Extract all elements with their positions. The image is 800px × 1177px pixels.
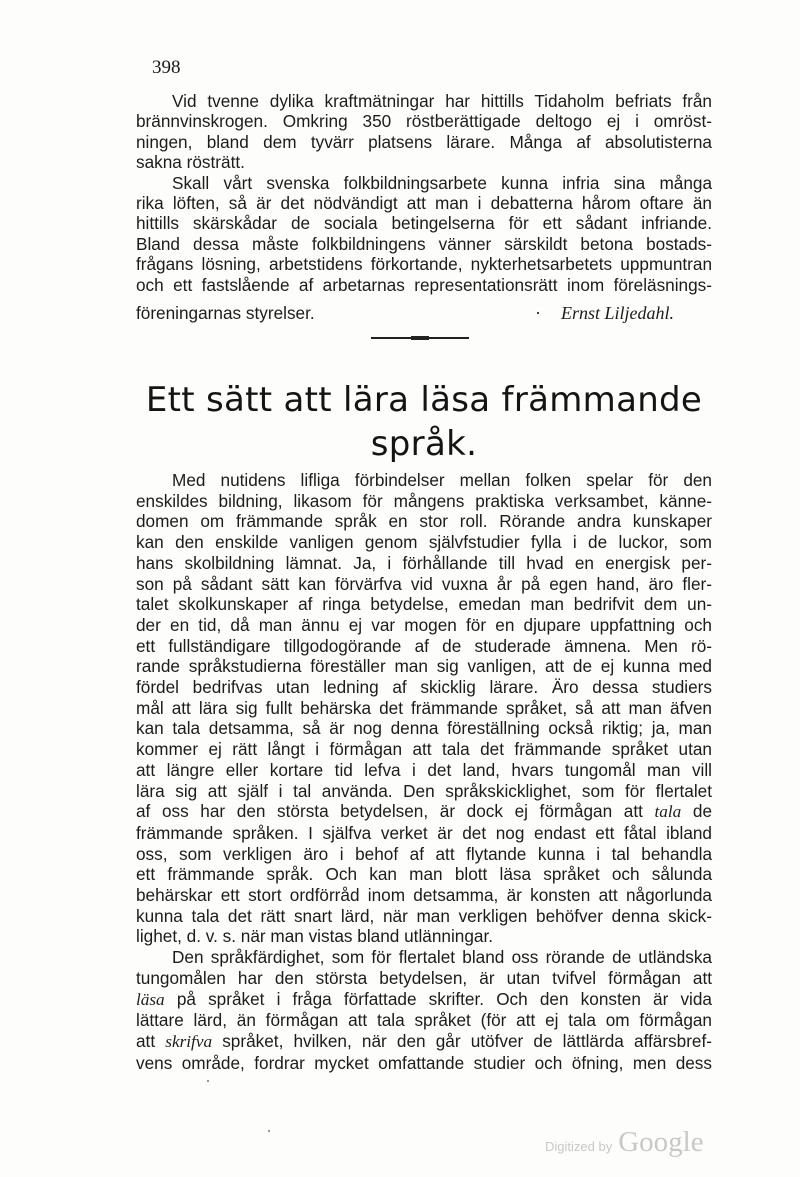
text-line: ningen, bland dem tyvärr platsens lärare. Många af absolutisterna bbox=[136, 131, 712, 152]
signoff-line bbox=[136, 295, 712, 323]
text-line: enskildes bildning, likasom för mångens praktiska verksambet, känne- bbox=[136, 490, 712, 511]
text-line: Bland dessa måste folkbildningens vänner särskildt betona bostads- bbox=[136, 233, 712, 254]
author-signature: · Ernst Liljedahl. bbox=[535, 303, 712, 323]
text-line: son på sådant sätt kan förvärfva vid vuxna år på egen hand, äro fler- bbox=[136, 573, 712, 594]
text-line: kunna tala det rätt snart lärd, när man verkligen behöfver denna skick- bbox=[136, 905, 712, 926]
text-line: lighet, d. v. s. när man vistas bland utlänningar. bbox=[136, 926, 493, 947]
title-line-2: språk. bbox=[370, 424, 478, 464]
text-line: oss, som verkligen äro i behof af att flytande kunna i tal behandla bbox=[136, 843, 712, 864]
text-line: mål att lära sig fullt behärska det främmande språket, så att man äfven bbox=[136, 697, 712, 718]
text-line: lära sig att själf i tal använda. Den språkskicklighet, som för flertalet bbox=[136, 780, 712, 801]
text-line: frågans lösning, arbetstidens förkortande, nykterhetsarbetets uppmuntran bbox=[136, 254, 712, 275]
text-line: och ett fastslående af arbetarnas representationsrätt inom föreläsnings- bbox=[136, 274, 712, 295]
text-line: lättare lärd, än förmågan att tala språket (för att ej tala om förmågan bbox=[136, 1010, 712, 1031]
page-number: 398 bbox=[152, 57, 181, 78]
text-line: brännvinskrogen. Omkring 350 röstberättigade deltogo ej i omröst- bbox=[136, 111, 712, 132]
text-line: der en tid, då man ännu ej var mogen för en djupare uppfattning och bbox=[136, 614, 712, 635]
text-line: kommer ej rätt långt i förmågan att tala det främmande språket utan bbox=[136, 739, 712, 760]
emphasis-word: tala bbox=[654, 802, 682, 822]
article-title bbox=[136, 378, 712, 466]
text-segment: språket, hvilken, när den går utöfver de lättlärda affärsbref- bbox=[222, 1030, 712, 1051]
scan-speck bbox=[207, 1080, 209, 1082]
text-line: talet skolkunskaper af ringa betydelse, emedan man bedrifvit dem un- bbox=[136, 594, 712, 615]
text-line: kan tala detsamma, så är nog denna föreställning också riktig; ja, man bbox=[136, 718, 712, 739]
digitization-watermark bbox=[545, 1126, 704, 1159]
article-body bbox=[136, 470, 712, 1073]
text-line: föreningarnas styrelser. bbox=[136, 303, 315, 324]
text-line: ett främmande språk. Och kan man blott läsa språket och sålunda bbox=[136, 864, 712, 885]
text-line: Skall vårt svenska folkbildningsarbete kunna infria sina många bbox=[172, 172, 712, 193]
text-line: Med nutidens lifliga förbindelser mellan folken spelar för den bbox=[172, 470, 712, 490]
text-segment: på språket i fråga författade skrifter. Och den konsten är vida bbox=[176, 988, 712, 1009]
text-line: vens område, fordrar mycket omfattande studier och öfning, men dess bbox=[136, 1052, 712, 1073]
intro-section bbox=[136, 91, 712, 323]
google-logo: Google bbox=[618, 1126, 704, 1158]
watermark-prefix: Digitized by bbox=[545, 1139, 613, 1154]
text-line: hans skolbildning lämnat. Ja, i förhållande till hvad en energisk per- bbox=[136, 552, 712, 573]
text-segment: de bbox=[692, 801, 713, 822]
text-line-with-emphasis bbox=[136, 801, 712, 823]
text-line: kan den enskilde vanligen genom självfstudier fylla i de luckor, som bbox=[136, 532, 712, 553]
section-divider bbox=[371, 337, 469, 339]
emphasis-word: läsa bbox=[136, 989, 165, 1009]
emphasis-word: skrifva bbox=[165, 1031, 213, 1051]
text-line: rika löften, så är det nödvändigt att man i debatterna hårom oftare än bbox=[136, 193, 712, 214]
text-segment: att bbox=[136, 1030, 156, 1051]
text-line: att längre eller kortare tid lefva i det land, hvars tungomål man vill bbox=[136, 759, 712, 780]
text-line: tungomålen har den största betydelsen, är utan tvifvel förmågan att bbox=[136, 967, 712, 988]
text-line: främmande språken. I själfva verket är det nog endast ett fåtal ibland bbox=[136, 822, 712, 843]
scan-speck bbox=[268, 1130, 270, 1132]
text-line: ett fullständigare tillgodogörande af de studerade ämnena. Men rö- bbox=[136, 635, 712, 656]
text-line: sakna rösträtt. bbox=[136, 152, 245, 173]
text-line: fördel bedrifvas utan ledning af skicklig lärare. Äro dessa studiers bbox=[136, 677, 712, 698]
text-line-with-emphasis bbox=[136, 989, 712, 1011]
text-line-with-emphasis bbox=[136, 1031, 712, 1053]
text-line: Vid tvenne dylika kraftmätningar har hittills Tidaholm befriats från bbox=[172, 91, 712, 111]
text-segment: af oss har den största betydelsen, är dock ej förmågan att bbox=[136, 801, 643, 822]
text-line: rande språkstudierna föreställer man sig vanligen, att de ej kunna med bbox=[136, 656, 712, 677]
text-line: domen om främmande språk en stor roll. Rörande andra kunskaper bbox=[136, 511, 712, 532]
text-line: hittills skärskådar de sociala betingelserna för ett sådant infriande. bbox=[136, 213, 712, 234]
text-line: behärskar ett stort ordförråd inom detsamma, är konsten att någorlunda bbox=[136, 885, 712, 906]
text-line: Den språkfärdighet, som för flertalet bland oss rörande de utländska bbox=[172, 947, 712, 968]
title-line-1: Ett sätt att lära läsa främmande bbox=[145, 380, 703, 420]
